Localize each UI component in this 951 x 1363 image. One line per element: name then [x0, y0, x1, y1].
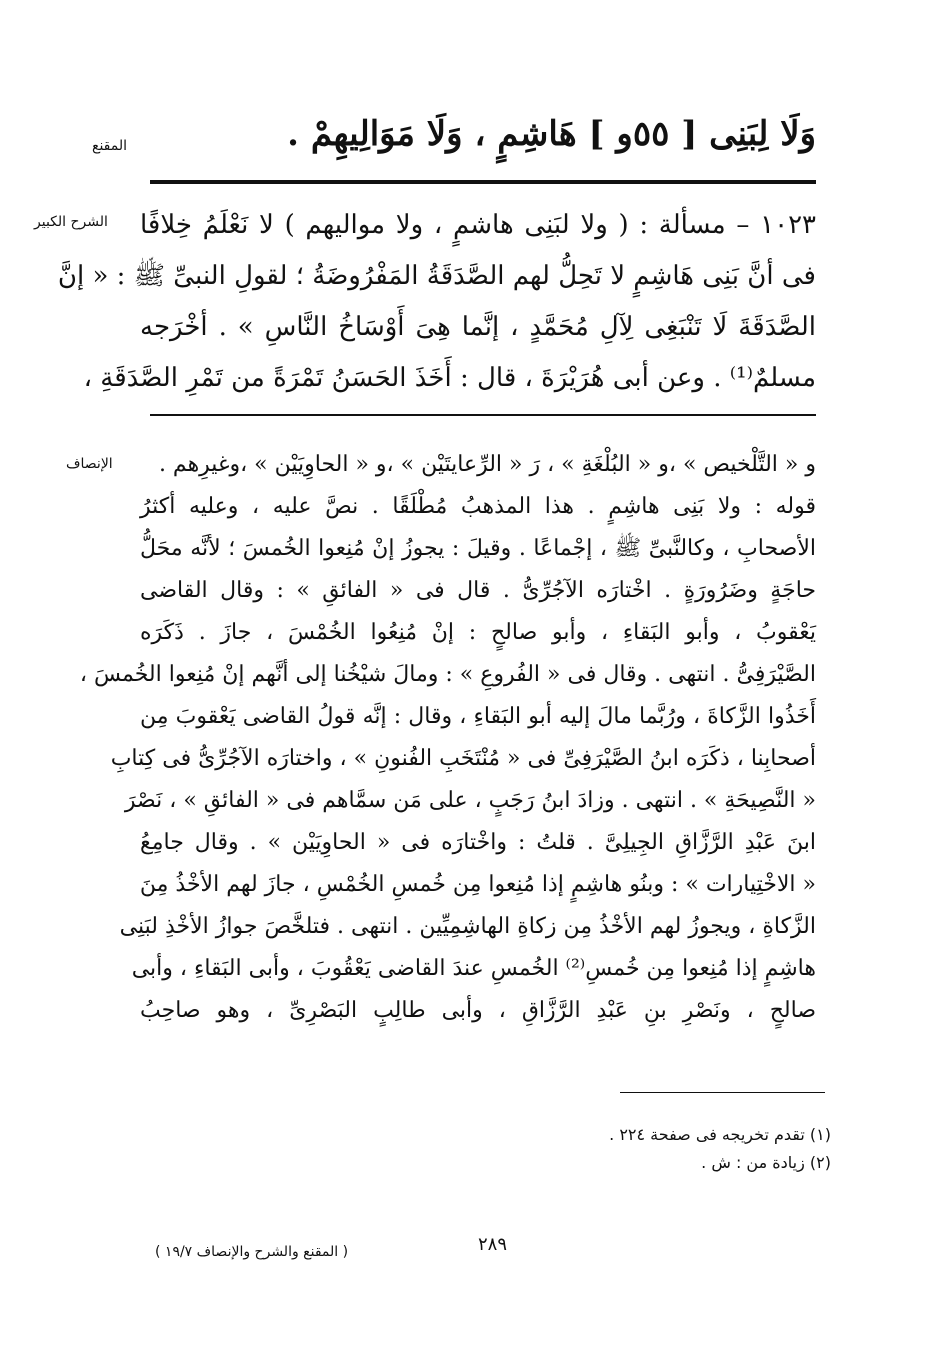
sharh-line: فى أنَّ بَنِى هَاشِمٍ لا تَحِلُّ لهم الصَّدَقَةُ المَفْرُوضَةُ ؛ لقولِ النبىِّ ﷺ : « إنَّ [57, 261, 816, 291]
footnote-1: (١) تقدم تخريجه فى صفحة ٢٢٤ . [609, 1125, 831, 1144]
sharh-line: ١٠٢٣ – مسألة : ( ولا لبَنِى هاشمٍ ، ولا مواليهم ) لا نَعْلَمُ خِلافًا [140, 210, 816, 240]
matn-line: وَلَا لِبَنِى [ ٥٥و ] هَاشِمٍ ، وَلَا مَوَالِيهِمْ . [287, 114, 816, 154]
sharh-line: الصَّدَقَةَ لَا تَنْبَغِى لِآلِ مُحَمَّدٍ ، إنَّما هِىَ أَوْسَاخُ النَّاسِ » . أخْرَجه [140, 312, 816, 342]
insaf-line: الزَّكاةِ ، ويجوزُ لهم الأخْذُ مِن زكاةِ الهاشِمِيِّين . انتهى . فتلخَّصَ جوازُ الأخْذِ لبَنِى [119, 914, 816, 939]
footnote-divider [620, 1092, 825, 1093]
section-divider-thick [150, 180, 816, 184]
insaf-line: الصَّيْرَفِىُّ . انتهى . وقال فى « الفُروعِ » : ومالَ شيْخُنا إلى أنَّهم إنْ مُنِعوا الخُمسَ ، [79, 662, 816, 687]
side-label-insaf: الإنصاف [66, 456, 113, 472]
insaf-line: حاجَةٍ وضَرُورَةٍ . اخْتارَه الآجُرِّىُّ . قال فى « الفائقِ » : وقال القاضى [140, 578, 816, 603]
insaf-line: « الاخْتِيارات » : وبنُو هاشِمٍ إذا مُنِعوا مِن خُمسِ الخُمْسِ ، جازَ لهم الأخْذُ مِنَ [139, 872, 816, 897]
insaf-line: « النَّصِيحَةِ » . انتهى . وزادَ ابنُ رَجَبٍ ، على مَن سمَّاهم فى « الفائقِ » ، نَصْرَ [124, 788, 816, 813]
footnote-2: (٢) زيادة من : ش . [701, 1153, 831, 1172]
insaf-line: أصحابِنا ، ذكَرَه ابنُ الصَّيْرَفِىِّ فى « مُنْتَخَبِ الفُنونِ » ، واختارَه الآجُرِّىُّ فى كِتابِ [110, 746, 816, 771]
side-label-muqni: المقنع [92, 138, 128, 154]
section-divider-thin [150, 414, 816, 416]
sharh-line: مسلمٌ⁽¹⁾ . وعن أبى هُرَيْرَةَ ، قال : أَخَذَ الحَسَنُ تَمْرَةً من تَمْرِ الصَّدَقَةِ ، [83, 363, 816, 393]
side-label-sharh: الشرح الكبير [34, 214, 108, 230]
insaf-line: قوله : ولا بَنِى هاشِمٍ . هذا المذهبُ مُطْلَقًا . نصَّ عليه ، وعليه أكثرُ [140, 494, 816, 519]
insaf-line: ابنَ عَبْدِ الرَّزَّاقِ الجِيلِىَّ . قلتُ : واخْتارَه فى « الحاوِيَيْن » . وقال جامِعُ [140, 830, 816, 855]
volume-reference: ( المقنع والشرح والإنصاف ١٩/٧ ) [155, 1244, 349, 1260]
insaf-line: يَعْقوبُ ، وأبو البَقاءِ ، وأبو صالحٍ : إنْ مُنِعُوا الخُمْسَ ، جازَ . ذَكَرَه [140, 620, 816, 645]
insaf-line: هاشِمٍ إذا مُنِعوا مِن خُمسِ⁽²⁾ الخُمسِ عندَ القاضى يَعْقُوبَ ، وأبى البَقاءِ ، وأبى [131, 956, 816, 981]
insaf-line: أَخَذُوا الزَّكاةَ ، ورُبَّما مالَ إليه أبو البَقاءِ ، وقال : إنَّه قولُ القاضى يَعْقوبَ مِن [140, 704, 816, 729]
page-number: ٢٨٩ [478, 1234, 508, 1255]
insaf-line: صالحٍ ، ونَصْرِ بنِ عَبْدِ الرَّزَّاقِ ، وأبى طالِبٍ البَصْرِىِّ ، وهو صاحِبُ [140, 998, 816, 1023]
insaf-line: و « التَّلْخيص » ،و « البُلْغَةِ » ، رَ « الرِّعايتَيْن » ،و « الحاوِيَيْن » ،وغيرِهم . [158, 452, 816, 477]
insaf-line: الأصحابِ ، وكالنَّبىِّ ﷺ ، إجْماعًا . وقيلَ : يجوزُ إنْ مُنِعوا الخُمسَ ؛ لأنَّه محَلُّ [140, 536, 816, 561]
